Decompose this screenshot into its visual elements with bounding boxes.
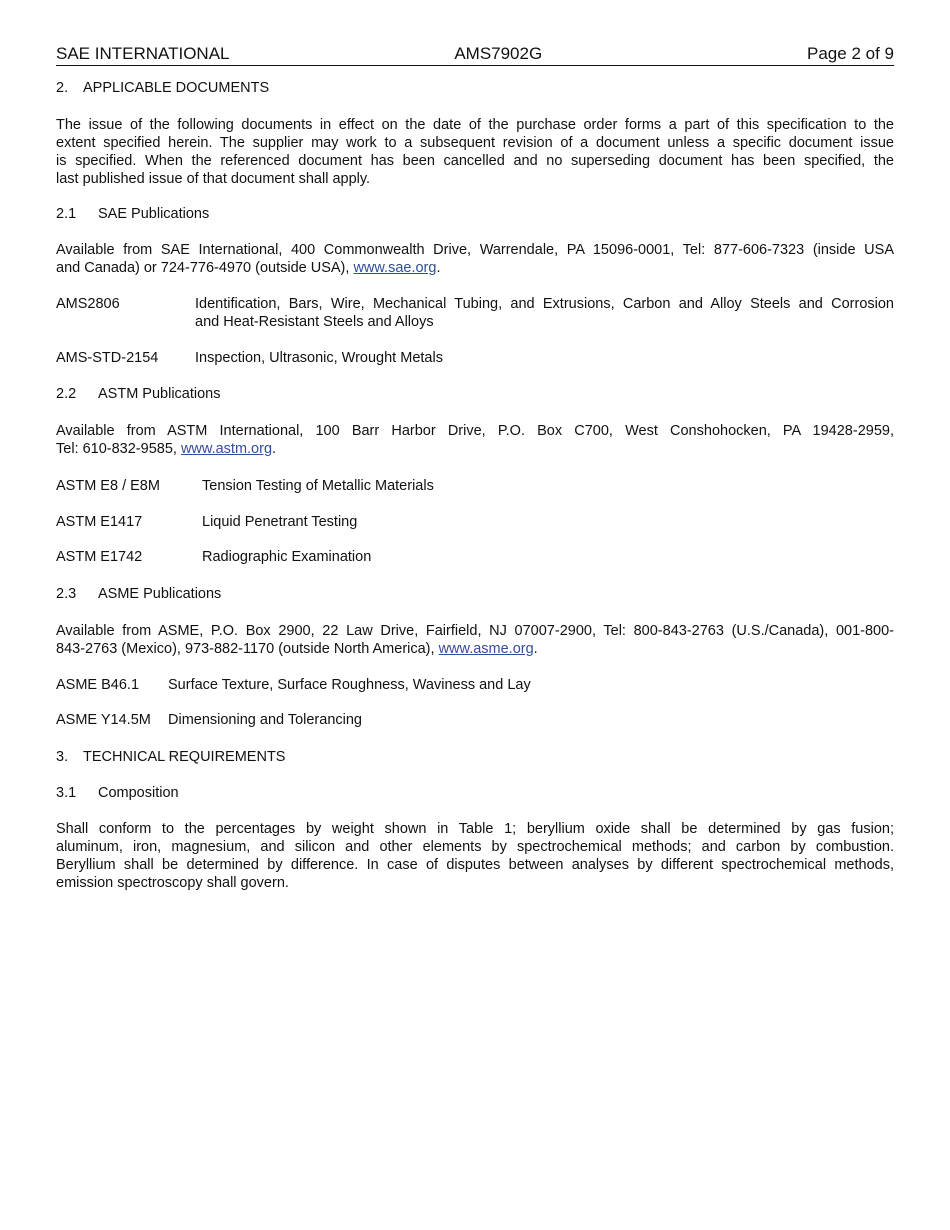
section-number: 2.3 bbox=[56, 586, 77, 602]
ref-code: ASME B46.1 bbox=[56, 677, 140, 693]
header-doc-number: AMS7902G bbox=[454, 44, 543, 63]
section-number: 2.2 bbox=[56, 386, 77, 402]
ref-code: ASTM E8 / E8M bbox=[56, 478, 160, 494]
section-2-2-heading bbox=[56, 385, 894, 403]
ref-title: Identification, Bars, Wire, Mechanical Tubing, and Extrusions, Carbon and Alloy Steels and Corrosion bbox=[195, 296, 894, 312]
ref-title: and Heat-Resistant Steels and Alloys bbox=[195, 314, 434, 330]
text-line: Available from ASME, P.O. Box 2900, 22 Law Drive, Fairfield, NJ 07007-2900, Tel: 800-843-2763 (U.S./Canada), 001-800- bbox=[56, 623, 894, 639]
text-line: aluminum, iron, magnesium, and silicon and other elements by spectrochemical methods; and carbon by combustion. bbox=[56, 839, 894, 855]
section-title: APPLICABLE DOCUMENTS bbox=[83, 80, 270, 96]
section-2-3-heading bbox=[56, 585, 894, 603]
page-header bbox=[56, 44, 894, 66]
section-title: SAE Publications bbox=[98, 206, 210, 222]
text-line: extent specified herein. The supplier may work to a subsequent revision of a document unless a specific document issue bbox=[56, 135, 894, 151]
section-title: Composition bbox=[98, 785, 179, 801]
header-page-number: Page 2 of 9 bbox=[807, 44, 894, 63]
asme-availability: Available from ASME, P.O. Box 2900, 22 Law Drive, Fairfield, NJ 07007-2900, Tel: 800-843-2763 (U.S./Canada), 001-800- 843-2763 (Mexico), 973-882-1170 (outside North America), www.asme.org. bbox=[56, 623, 894, 657]
sae-availability: Available from SAE International, 400 Commonwealth Drive, Warrendale, PA 15096-0001, Tel: 877-606-7323 (inside USA and Canada) or 724-776-4970 (outside USA), www.sae.org. bbox=[56, 242, 894, 276]
ref-ams2806 bbox=[56, 295, 894, 331]
ref-astm-e1742 bbox=[56, 548, 894, 566]
text-line: last published issue of that document shall apply. bbox=[56, 171, 371, 187]
text-line: Shall conform to the percentages by weight shown in Table 1; beryllium oxide shall be determined by gas fusion; bbox=[56, 821, 894, 837]
text-line: emission spectroscopy shall govern. bbox=[56, 875, 289, 891]
section-title: ASME Publications bbox=[98, 586, 222, 602]
ref-title: Radiographic Examination bbox=[202, 549, 372, 565]
ref-title: Inspection, Ultrasonic, Wrought Metals bbox=[195, 350, 443, 366]
section-number: 2. bbox=[56, 80, 69, 96]
section-number: 3.1 bbox=[56, 785, 77, 801]
section-2-1-heading bbox=[56, 205, 894, 223]
text-line: The issue of the following documents in effect on the date of the purchase order forms a part of this specification to the bbox=[56, 117, 894, 133]
asme-link[interactable]: www.asme.org bbox=[438, 641, 534, 657]
text-line: 843-2763 (Mexico), 973-882-1170 (outside North America), bbox=[56, 641, 439, 657]
ref-title: Dimensioning and Tolerancing bbox=[168, 712, 362, 728]
sae-link[interactable]: www.sae.org bbox=[353, 260, 437, 276]
text-line: and Canada) or 724-776-4970 (outside USA), bbox=[56, 260, 354, 276]
ref-code: ASTM E1417 bbox=[56, 514, 143, 530]
ref-code: AMS-STD-2154 bbox=[56, 350, 159, 366]
ref-title: Tension Testing of Metallic Materials bbox=[202, 478, 434, 494]
ref-asme-y14-5m bbox=[56, 711, 894, 729]
header-org: SAE INTERNATIONAL bbox=[56, 44, 230, 63]
astm-availability: Available from ASTM International, 100 Barr Harbor Drive, P.O. Box C700, West Conshohocken, PA 19428-2959, Tel: 610-832-9585, www.astm.org. bbox=[56, 423, 894, 457]
astm-link[interactable]: www.astm.org bbox=[180, 441, 273, 457]
composition-paragraph bbox=[56, 820, 894, 892]
ref-code: AMS2806 bbox=[56, 296, 120, 312]
ref-ams-std-2154 bbox=[56, 349, 894, 367]
ref-code: ASTM E1742 bbox=[56, 549, 143, 565]
ref-title: Liquid Penetrant Testing bbox=[202, 514, 358, 530]
section-number: 3. bbox=[56, 749, 69, 765]
section-3-heading bbox=[56, 748, 894, 766]
text-line: Available from SAE International, 400 Commonwealth Drive, Warrendale, PA 15096-0001, Tel: 877-606-7323 (inside USA bbox=[56, 242, 894, 258]
text-line: Tel: 610-832-9585, bbox=[56, 441, 181, 457]
section-2-heading bbox=[56, 79, 894, 97]
section-title: ASTM Publications bbox=[98, 386, 221, 402]
ref-astm-e1417 bbox=[56, 513, 894, 531]
section-3-1-heading bbox=[56, 784, 894, 802]
ref-code: ASME Y14.5M bbox=[56, 712, 151, 728]
section-title: TECHNICAL REQUIREMENTS bbox=[83, 749, 286, 765]
ref-astm-e8 bbox=[56, 477, 894, 495]
text-line: Beryllium shall be determined by difference. In case of disputes between analyses by different spectrochemical methods, bbox=[56, 857, 894, 873]
section-2-paragraph bbox=[56, 116, 894, 188]
text-line: is specified. When the referenced document has been cancelled and no superseding document has been specified, the bbox=[56, 153, 894, 169]
ref-asme-b46-1 bbox=[56, 676, 894, 694]
text-line: Available from ASTM International, 100 Barr Harbor Drive, P.O. Box C700, West Conshohocken, PA 19428-2959, bbox=[56, 423, 894, 439]
ref-title: Surface Texture, Surface Roughness, Waviness and Lay bbox=[168, 677, 531, 693]
section-number: 2.1 bbox=[56, 206, 77, 222]
